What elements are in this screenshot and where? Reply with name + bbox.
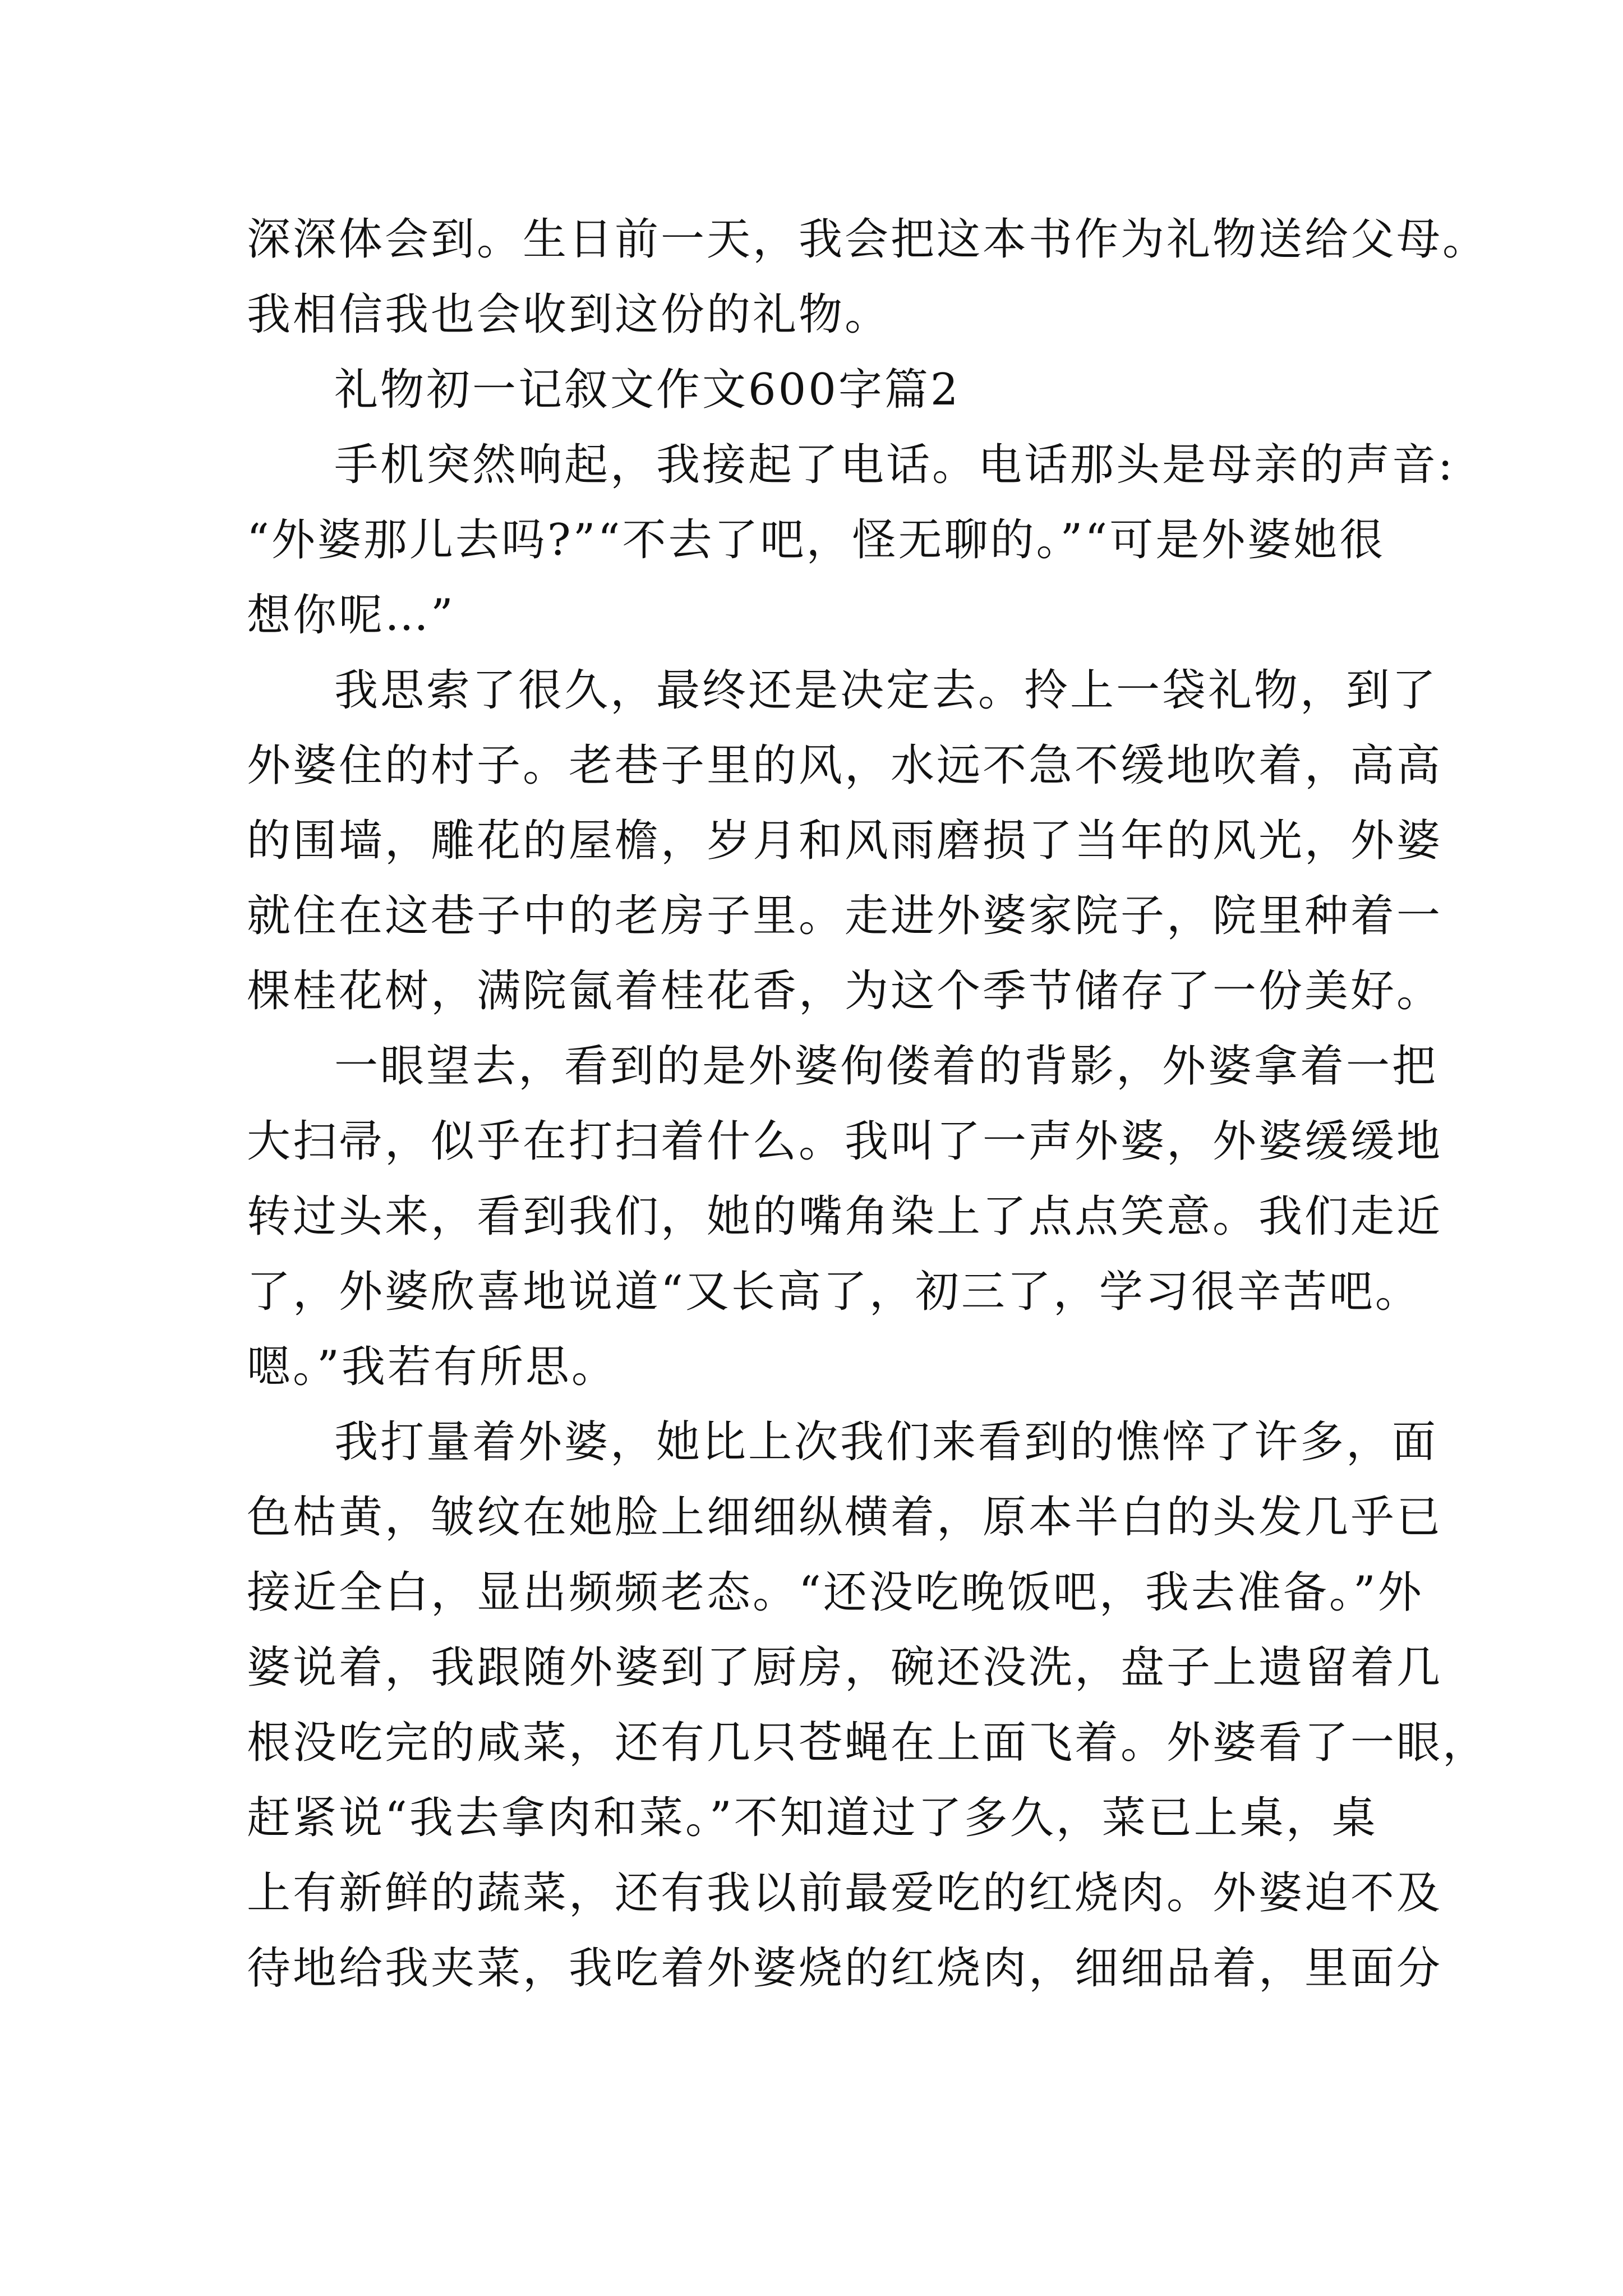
text-line: 深深体会到。生日前一天，我会把这本书作为礼物送给父母。 (247, 214, 1489, 265)
text-line: 棵桂花树，满院氤着桂花香，为这个季节储存了一份美好。 (247, 966, 1443, 1016)
text-line: 根没吃完的咸菜，还有几只苍蝇在上面飞着。外婆看了一眼， (247, 1718, 1489, 1768)
text-line: 赶紧说“我去拿肉和菜。”不知道过了多久，菜已上桌，桌 (247, 1793, 1378, 1843)
paragraph-first-line: 我打量着外婆，她比上次我们来看到的憔悴了许多，面 (334, 1417, 1438, 1467)
text-line: 待地给我夹菜，我吃着外婆烧的红烧肉，细细品着，里面分 (247, 1943, 1443, 1994)
section-heading: 礼物初一记叙文作文600字篇2 (334, 365, 961, 415)
text-line: 了，外婆欣喜地说道“又长高了，初三了，学习很辛苦吧。 (247, 1267, 1421, 1317)
body-text (247, 202, 1489, 2006)
text-line: 的围墙，雕花的屋檐，岁月和风雨磨损了当年的风光，外婆 (247, 816, 1443, 866)
text-line: 婆说着，我跟随外婆到了厨房，碗还没洗，盘子上遗留着几 (247, 1642, 1443, 1693)
text-line: 嗯。”我若有所思。 (247, 1342, 617, 1392)
paragraph-first-line: 一眼望去，看到的是外婆佝偻着的背影，外婆拿着一把 (334, 1041, 1438, 1092)
text-line: 大扫帚，似乎在打扫着什么。我叫了一声外婆，外婆缓缓地 (247, 1116, 1443, 1167)
text-line: 色枯黄，皱纹在她脸上细细纵横着，原本半白的头发几乎已 (247, 1492, 1443, 1543)
text-line: 上有新鲜的蔬菜，还有我以前最爱吃的红烧肉。外婆迫不及 (247, 1868, 1443, 1918)
text-line: 想你呢…” (247, 590, 455, 641)
text-line: 我相信我也会收到这份的礼物。 (247, 289, 891, 340)
text-line: 转过头来，看到我们，她的嘴角染上了点点笑意。我们走近 (247, 1191, 1443, 1242)
text-line: 接近全白，显出频频老态。“还没吃晚饭吧，我去准备。”外 (247, 1567, 1424, 1618)
paragraph-first-line: 我思索了很久，最终还是决定去。拎上一袋礼物，到了 (334, 665, 1438, 716)
text-line: “外婆那儿去吗?”“不去了吧，怪无聊的。”“可是外婆她很 (247, 515, 1386, 565)
paragraph-first-line: 手机突然响起，我接起了电话。电话那头是母亲的声音: (334, 440, 1455, 490)
text-line: 外婆住的村子。老巷子里的风，水远不急不缓地吹着，高高 (247, 740, 1443, 791)
text-line: 就住在这巷子中的老房子里。走进外婆家院子，院里种着一 (247, 891, 1443, 941)
